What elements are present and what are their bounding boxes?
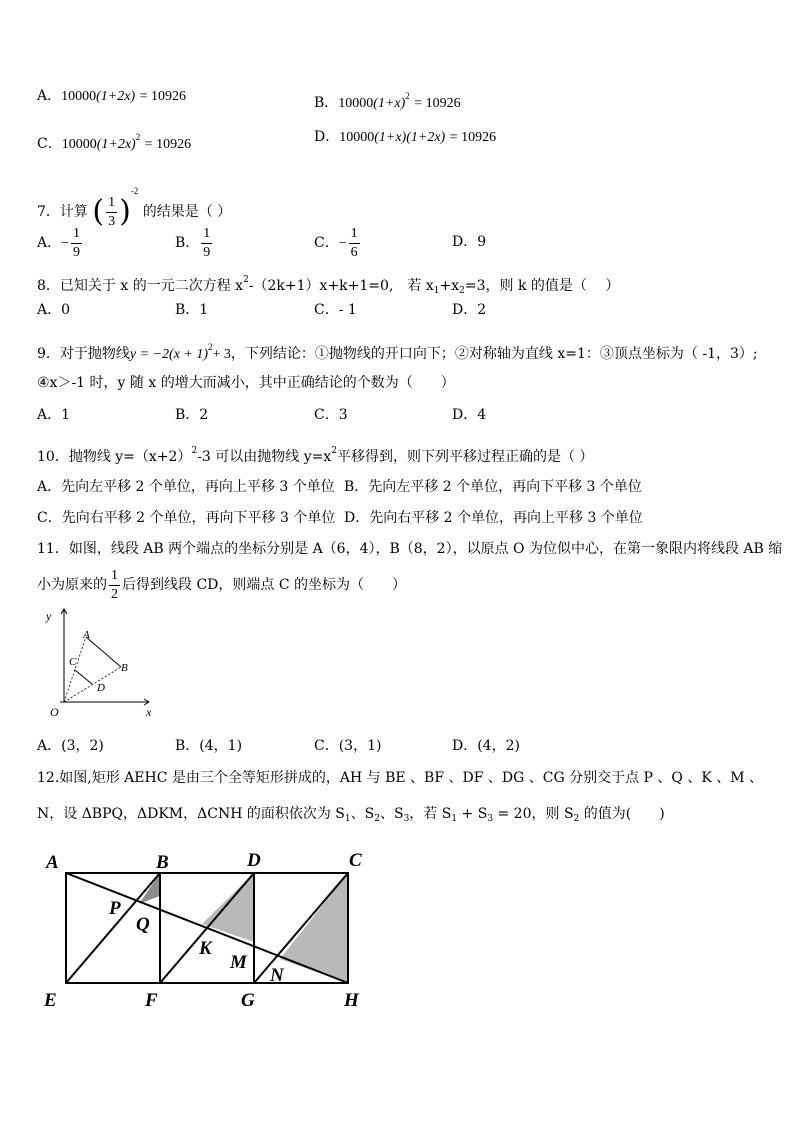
numerator: 1 <box>109 569 120 586</box>
math-subscript: 1 <box>451 814 458 824</box>
vertex-g-label: G <box>241 990 255 1011</box>
math-exponent: 2 <box>135 132 141 142</box>
question-text: 、S <box>379 806 404 822</box>
math-exponent: 2 <box>331 446 337 456</box>
math-subscript: 1 <box>433 286 440 296</box>
q7-option-c[interactable] <box>314 226 362 261</box>
math-expr: (1+2x) <box>96 89 136 104</box>
math-formula: y = −2(x + 1) <box>129 347 209 362</box>
point-m-label: M <box>230 952 247 973</box>
math-subscript: 2 <box>459 286 465 296</box>
q8-option-b[interactable]: B．1 <box>175 302 209 318</box>
dashed-line-oa <box>64 637 86 702</box>
math-sign: − <box>61 236 70 251</box>
q7-option-b[interactable] <box>175 226 214 261</box>
y-axis-label: y <box>46 609 52 623</box>
q8-stem <box>37 270 619 301</box>
option-label: B． <box>175 235 200 251</box>
q9-stem <box>37 337 758 365</box>
q11-stem-line2 <box>37 568 406 602</box>
option-label: D． <box>452 234 478 250</box>
option-text: 9 <box>477 234 487 250</box>
shaded-triangle-cnh <box>280 873 348 983</box>
right-paren: ) <box>119 194 131 229</box>
math-expr: (1+2x) <box>96 137 136 152</box>
vertex-e-label: E <box>44 990 57 1011</box>
vertex-c-label: C <box>349 850 362 871</box>
denominator: 9 <box>73 244 81 260</box>
math-formula: + 3 <box>212 347 231 362</box>
q10-option-b[interactable]: B．先向左平移 2 个单位，再向下平移 3 个单位 <box>344 479 642 495</box>
numerator: 1 <box>106 196 117 213</box>
math-subscript: 2 <box>374 814 380 824</box>
vertex-a-label: A <box>46 852 59 873</box>
question-text: +x <box>439 278 460 294</box>
q7-option-a[interactable] <box>37 226 84 261</box>
q7-option-d[interactable] <box>452 232 486 252</box>
q11-option-c[interactable]: C．(3，1) <box>314 738 382 754</box>
fraction <box>106 196 117 229</box>
math-expr: (1+x)(1+2x) <box>374 130 446 145</box>
math-exponent: 2 <box>243 275 249 285</box>
numerator: 1 <box>349 227 360 244</box>
origin-label: O <box>50 705 59 719</box>
question-text: 的值为( ) <box>579 806 665 822</box>
q9-option-a[interactable]: A．1 <box>37 407 71 423</box>
segment-cd <box>75 670 92 684</box>
vertex-h-label: H <box>344 990 359 1011</box>
q11-coordinate-figure <box>42 604 162 728</box>
question-text: N，设 ΔBPQ，ΔDKM，ΔCNH 的面积依次为 S <box>37 806 345 822</box>
point-k-label: K <box>199 938 212 959</box>
q8-option-d[interactable]: D．2 <box>452 302 487 318</box>
q6-option-b[interactable] <box>314 86 461 114</box>
question-text: =3，则 k 的值是（ ） <box>464 278 620 294</box>
question-text: 8．已知关于 x 的一元二次方程 x <box>37 278 244 294</box>
option-label: A． <box>37 88 62 104</box>
math-exponent: -2 <box>130 186 139 196</box>
question-text: 7．计算 <box>37 204 88 220</box>
q10-option-a[interactable]: A．先向左平移 2 个单位，再向上平移 3 个单位 <box>37 479 335 495</box>
q6-option-d[interactable] <box>314 127 496 148</box>
question-text: 、S <box>350 806 375 822</box>
question-text: 9．对于抛物线 <box>37 346 130 362</box>
q10-option-d[interactable]: D．先向右平移 2 个单位，再向上平移 3 个单位 <box>344 510 643 526</box>
math-rhs: = 10926 <box>414 96 461 111</box>
question-text: 10．抛物线 y=（x+2） <box>37 449 192 465</box>
vertex-f-label: F <box>145 990 158 1011</box>
math-exponent: 2 <box>191 446 198 456</box>
option-label: C． <box>314 235 339 251</box>
math-coef: 10000 <box>339 130 375 145</box>
question-text: 的结果是（ ） <box>142 204 232 220</box>
math-expr: (1+x) <box>373 96 406 111</box>
math-exponent: 2 <box>405 91 410 101</box>
segment-ab <box>86 637 121 667</box>
math-coef: 10000 <box>61 137 97 152</box>
option-label: D． <box>314 129 340 145</box>
option-label: B． <box>314 95 339 111</box>
question-text: 平移得到，则下列平移过程正确的是（ ） <box>336 449 594 465</box>
math-exponent: 2 <box>208 342 213 352</box>
question-text: -3 可以由抛物线 y=x <box>197 449 332 465</box>
option-label: A． <box>37 235 62 251</box>
q6-option-c[interactable] <box>37 127 191 155</box>
vertex-b-label: B <box>156 852 169 873</box>
denominator: 2 <box>111 586 118 602</box>
q9-stem-line2: ④x＞-1 时，y 随 x 的增大而减小，其中正确结论的个数为（ ） <box>37 375 455 391</box>
q12-rectangle-figure <box>36 842 376 1014</box>
numerator: 1 <box>71 227 82 244</box>
fraction <box>349 227 360 260</box>
point-b-label: B <box>121 662 128 674</box>
math-coef: 10000 <box>61 89 97 104</box>
math-rhs: = 10926 <box>144 137 192 152</box>
math-rhs: = 10926 <box>139 89 186 104</box>
q9-option-b[interactable]: B．2 <box>175 407 209 423</box>
denominator: 3 <box>108 213 116 229</box>
q11-stem: 11．如图，线段 AB 两个端点的坐标分别是 A（6，4），B（8，2），以原点 O 为位似中心，在第一象限内将线段 AB 缩 <box>37 541 783 557</box>
question-text: -（2k+1）x+k+1=0, 若 x <box>248 278 434 294</box>
point-p-label: P <box>109 898 121 919</box>
q8-option-c[interactable]: C．- 1 <box>314 302 357 318</box>
q10-stem <box>37 441 593 467</box>
q7-stem <box>37 172 232 229</box>
numerator: 1 <box>201 227 212 244</box>
q11-option-b[interactable]: B．(4，1) <box>175 738 243 754</box>
dashed-line-ob <box>64 667 121 702</box>
question-text: 后得到线段 CD，则端点 C 的坐标为（ ） <box>122 577 406 593</box>
point-q-label: Q <box>136 914 150 935</box>
point-n-label: N <box>270 965 284 986</box>
math-subscript: 1 <box>344 814 351 824</box>
option-label: C． <box>37 136 62 152</box>
vertex-d-label: D <box>247 850 261 871</box>
q10-option-c[interactable]: C．先向右平移 2 个单位，再向下平移 3 个单位 <box>37 510 336 526</box>
q9-option-d[interactable]: D．4 <box>452 407 487 423</box>
fraction <box>109 569 120 602</box>
fraction <box>201 227 212 260</box>
q8-option-a[interactable]: A．0 <box>37 302 71 318</box>
math-subscript: 3 <box>403 814 410 824</box>
point-d-label: D <box>97 682 105 694</box>
question-text: 小为原来的 <box>37 577 107 593</box>
math-sign: − <box>338 236 347 251</box>
question-text: = 20，则 S <box>493 806 574 822</box>
q12-stem-line2 <box>37 804 665 829</box>
math-coef: 10000 <box>338 96 374 111</box>
q12-stem: 12.如图,矩形 AEHC 是由三个全等矩形拼成的，AH 与 BE 、BF 、DF 、DG 、CG 分别交于点 P 、Q 、K 、M 、 <box>37 770 764 786</box>
fraction <box>71 227 82 260</box>
question-text: + S <box>457 806 488 822</box>
q6-option-a[interactable] <box>37 86 186 107</box>
q9-option-c[interactable]: C．3 <box>314 407 348 423</box>
denominator: 6 <box>350 244 358 260</box>
math-subscript: 2 <box>573 814 580 824</box>
denominator: 9 <box>203 244 211 260</box>
q11-option-d[interactable]: D．(4，2) <box>452 738 520 754</box>
math-subscript: 3 <box>487 814 494 824</box>
question-text: ，下列结论：①抛物线的开口向下；②对称轴为直线 x=1：③顶点坐标为（ -1，3）; <box>230 346 758 362</box>
math-rhs: = 10926 <box>449 130 497 145</box>
point-c-label: C <box>69 656 77 668</box>
x-axis-label: x <box>146 705 152 719</box>
q11-option-a[interactable]: A．(3，2) <box>37 738 104 754</box>
point-a-label: A <box>83 629 90 641</box>
question-text: ，若 S <box>409 806 452 822</box>
left-paren: ( <box>92 194 105 229</box>
